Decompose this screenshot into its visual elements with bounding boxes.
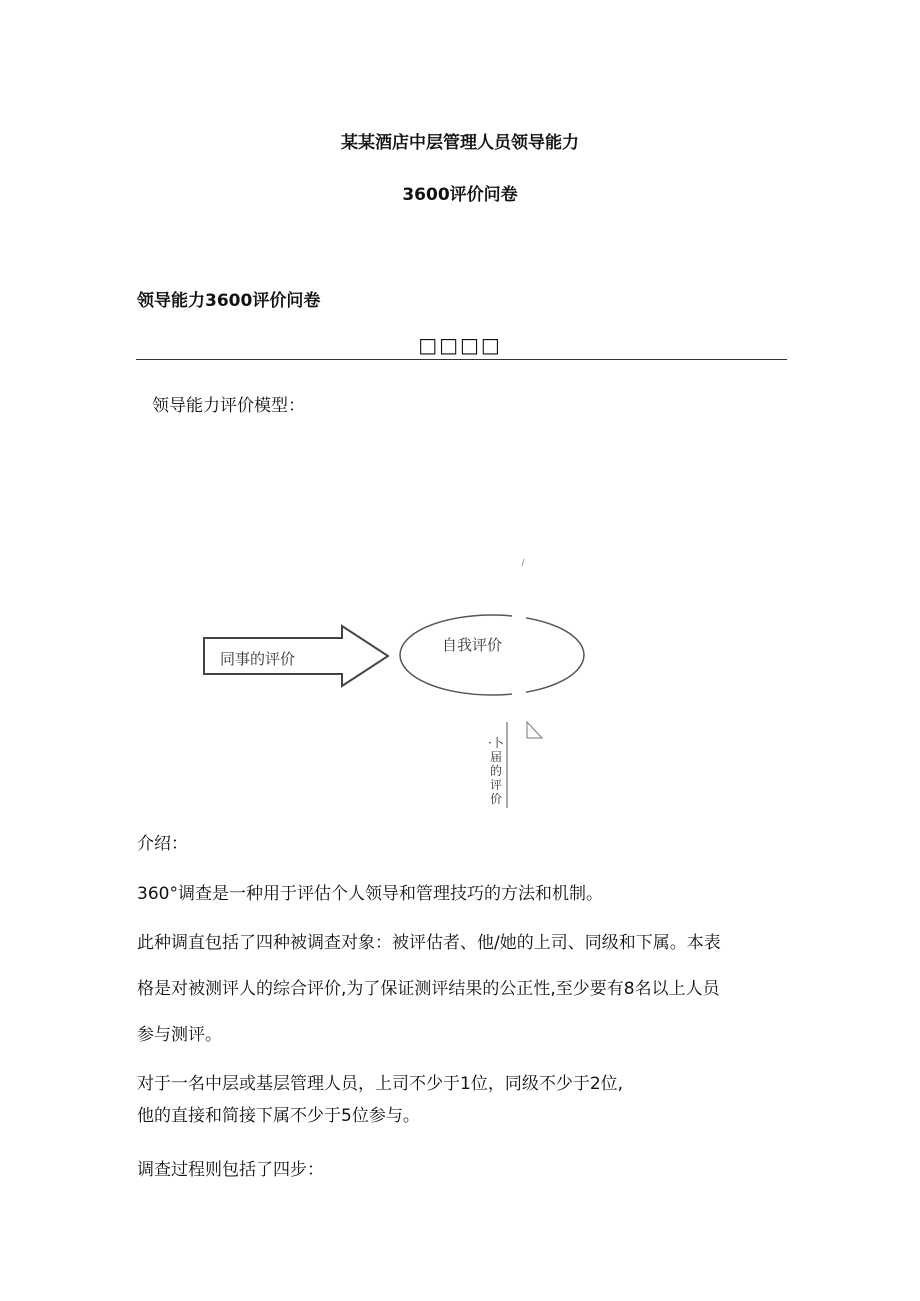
horizontal-divider xyxy=(136,359,787,360)
placeholder-glyphs: □□□□ xyxy=(418,333,502,357)
vertical-label: ·卜届的评价 xyxy=(488,736,504,806)
diagram-gap xyxy=(512,550,526,740)
evaluation-model-diagram xyxy=(190,550,610,820)
paragraph-3-line-1: 对于一名中层或基层管理人员，上司不少于1位，同级不少于2位, xyxy=(137,1074,624,1094)
document-subtitle: 3600评价问卷 xyxy=(402,185,518,205)
ellipse-label: 自我评价 xyxy=(442,636,503,654)
section-heading: 领导能力3600评价问卷 xyxy=(137,291,321,311)
model-label: 领导能力评价模型： xyxy=(152,396,305,416)
document-title: 某某酒店中层管理人员领导能力 xyxy=(341,133,579,153)
paragraph-2-line-1: 此种调直包括了四种被调查对象：被评估者、他/她的上司、同级和下属。本表 xyxy=(137,933,721,953)
self-evaluation-ellipse xyxy=(400,615,584,695)
paragraph-2-line-3: 参与测评。 xyxy=(137,1025,222,1045)
arrow-label: 同事的评价 xyxy=(220,650,296,668)
paragraph-1: 360°调查是一种用于评估个人领导和管理技巧的方法和机制。 xyxy=(137,884,603,904)
paragraph-4: 调查过程则包括了四步： xyxy=(137,1160,324,1180)
paragraph-2-line-2: 格是对被测评人的综合评价,为了保证测评结果的公正性,至少要有8名以上人员 xyxy=(137,979,720,999)
paragraph-3-line-2: 他的直接和简接下属不少于5位参与。 xyxy=(137,1106,420,1126)
intro-label: 介绍： xyxy=(137,834,188,854)
triangle-mark xyxy=(527,722,542,738)
